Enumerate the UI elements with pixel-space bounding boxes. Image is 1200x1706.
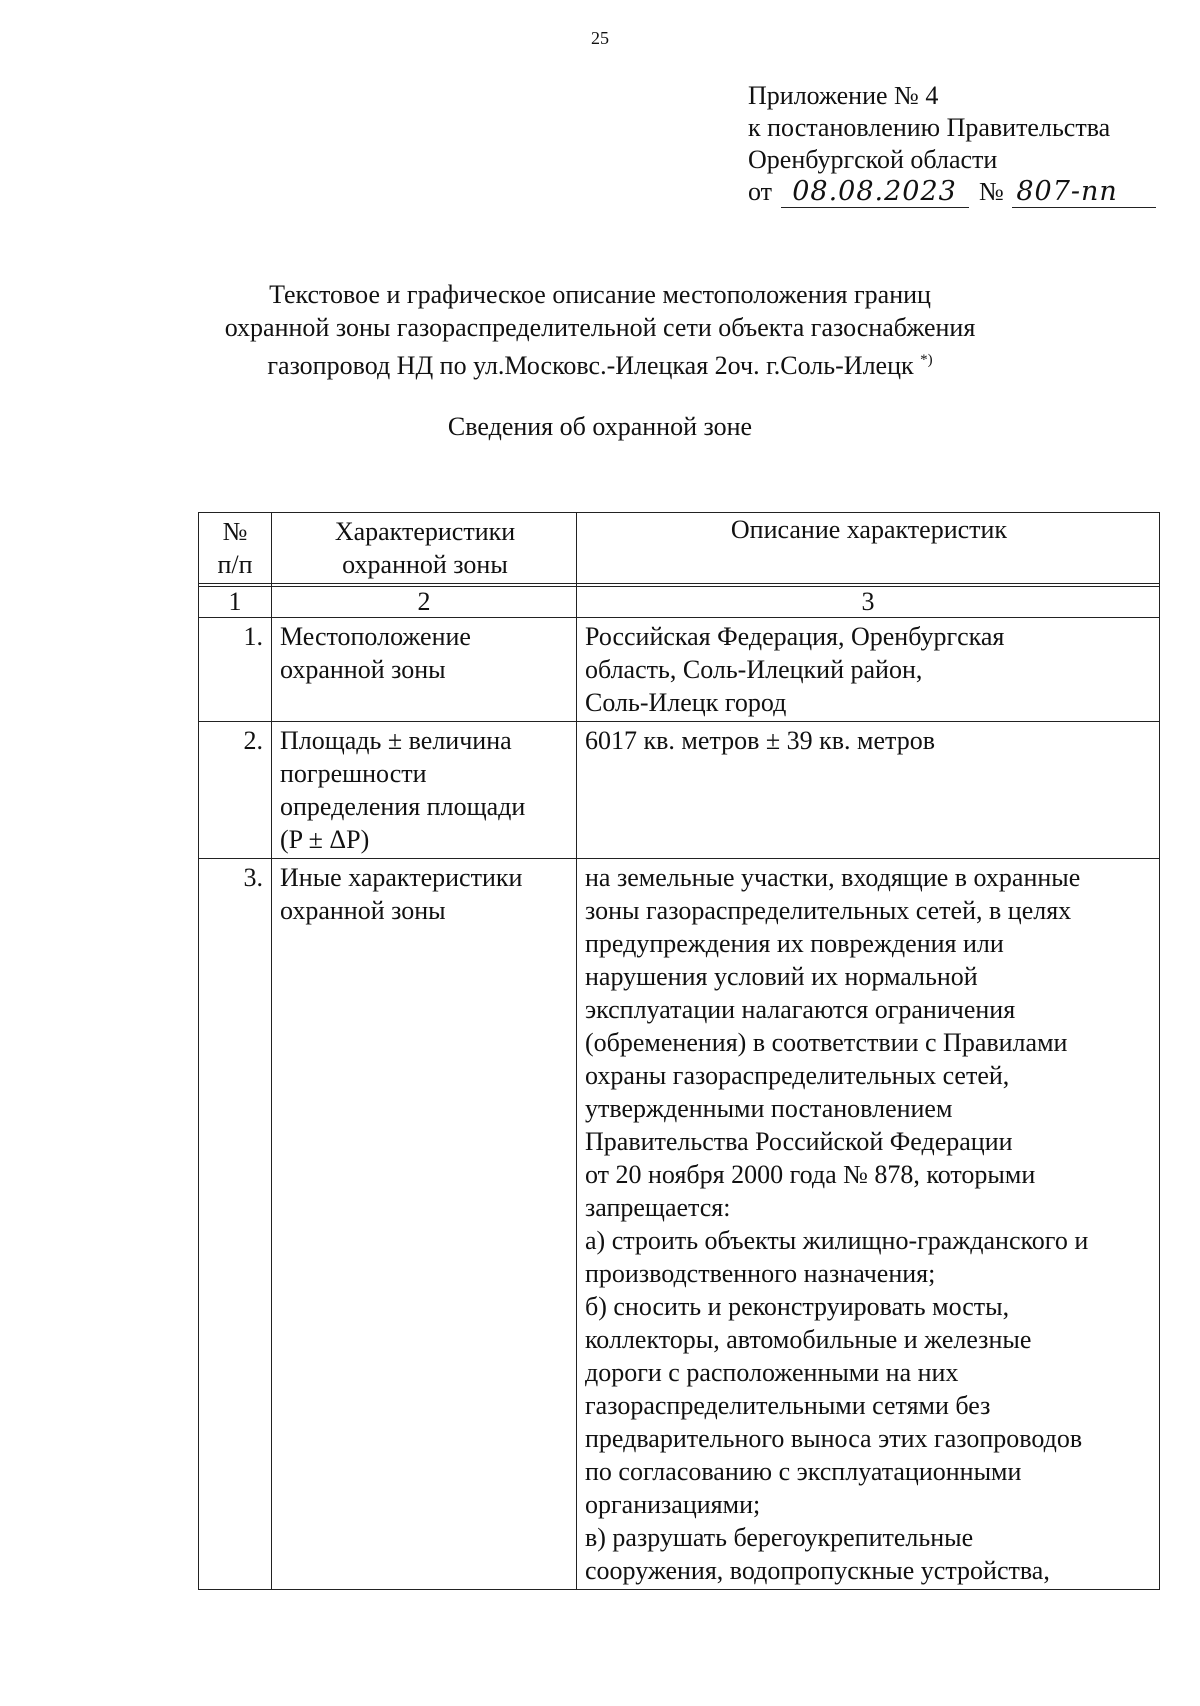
header-number-line2: п/п [217,550,253,579]
description-line: сооружения, водопропускные устройства, [585,1556,1050,1585]
row-characteristic [272,859,577,1590]
row-number: 2. [199,722,272,859]
description-line: коллекторы, автомобильные и железные [585,1325,1032,1354]
row-characteristic [272,618,577,722]
characteristic-line: Иные характеристики [280,863,523,892]
description-line: запрещается: [585,1193,731,1222]
table-row [199,722,1160,859]
description-line: по согласованию с эксплуатационными [585,1457,1022,1486]
footnote-mark: *) [920,352,933,368]
zone-table [198,512,1160,1590]
description-line: (обременения) в соответствии с Правилами [585,1028,1068,1057]
characteristic-line: охранной зоны [280,655,446,684]
row-number: 3. [199,859,272,1590]
title-line-2: охранной зоны газораспределительной сети объекта газоснабжения [224,313,976,342]
description-line: нарушения условий их нормальной [585,962,978,991]
characteristic-line: (P ± ΔP) [280,825,370,854]
header-description: Описание характеристик [577,513,1160,584]
handwritten-date: 08.08.2023 [781,177,969,208]
appendix-block [748,80,1156,208]
header-number-line1: № [222,517,248,546]
characteristic-line: Площадь ± величина [280,726,512,755]
document-title [0,278,1200,382]
appendix-ref-line: к постановлению Правительства [748,113,1111,142]
characteristic-line: погрешности [280,759,427,788]
description-line: область, Соль-Илецкий район, [585,655,923,684]
description-line: Соль-Илецк город [585,688,787,717]
column-number-row [199,587,1160,618]
description-line: предварительного выноса этих газопроводов [585,1424,1083,1453]
header-characteristic [272,513,577,584]
column-number: 3 [577,587,1160,618]
page-number: 25 [591,28,609,48]
description-line: охраны газораспределительных сетей, [585,1061,1010,1090]
characteristic-line: охранной зоны [280,896,446,925]
description-line: дороги с расположенными на них [585,1358,959,1387]
description-line: производственного назначения; [585,1259,936,1288]
description-line: зоны газораспределительных сетей, в целях [585,896,1072,925]
description-line: в) разрушать берегоукрепительные [585,1523,974,1552]
row-characteristic [272,722,577,859]
description-line: а) строить объекты жилищно-гражданского и [585,1226,1089,1255]
description-line: организациями; [585,1490,761,1519]
characteristic-line: определения площади [280,792,526,821]
appendix-region-line: Оренбургской области [748,145,998,174]
appendix-title: Приложение № 4 [748,81,939,110]
handwritten-number: 807-пп [1012,177,1156,208]
title-line-3-wrap [0,344,1200,382]
header-number [199,513,272,584]
title-line-3: газопровод НД по ул.Московс.-Илецкая 2оч. г.Соль-Илецк [267,351,914,380]
description-line: утвержденными постановлением [585,1094,953,1123]
table-row [199,618,1160,722]
title-line-1: Текстовое и графическое описание местоположения границ [269,280,931,309]
description-line: б) сносить и реконструировать мосты, [585,1292,1010,1321]
number-sign: № [979,177,1004,206]
description-line: газораспределительными сетями без [585,1391,991,1420]
description-line: предупреждения их повреждения или [585,929,1004,958]
row-number: 1. [199,618,272,722]
from-prefix: от [748,177,773,206]
row-description [577,722,1160,859]
column-number: 1 [199,587,272,618]
header-characteristic-line1: Характеристики [334,517,516,546]
characteristic-line: Местоположение [280,622,471,651]
row-description [577,618,1160,722]
column-number: 2 [272,587,577,618]
section-subtitle: Сведения об охранной зоне [447,412,753,441]
appendix-date-number-line [748,176,1156,208]
description-line: Российская Федерация, Оренбургская [585,622,1005,651]
description-line: Правительства Российской Федерации [585,1127,1013,1156]
row-description [577,859,1160,1590]
description-line: от 20 ноября 2000 года № 878, которыми [585,1160,1036,1189]
table-row [199,859,1160,1590]
table-header-row [199,513,1160,584]
description-line: 6017 кв. метров ± 39 кв. метров [585,726,935,755]
description-line: на земельные участки, входящие в охранные [585,863,1081,892]
header-characteristic-line2: охранной зоны [342,550,508,579]
description-line: эксплуатации налагаются ограничения [585,995,1016,1024]
